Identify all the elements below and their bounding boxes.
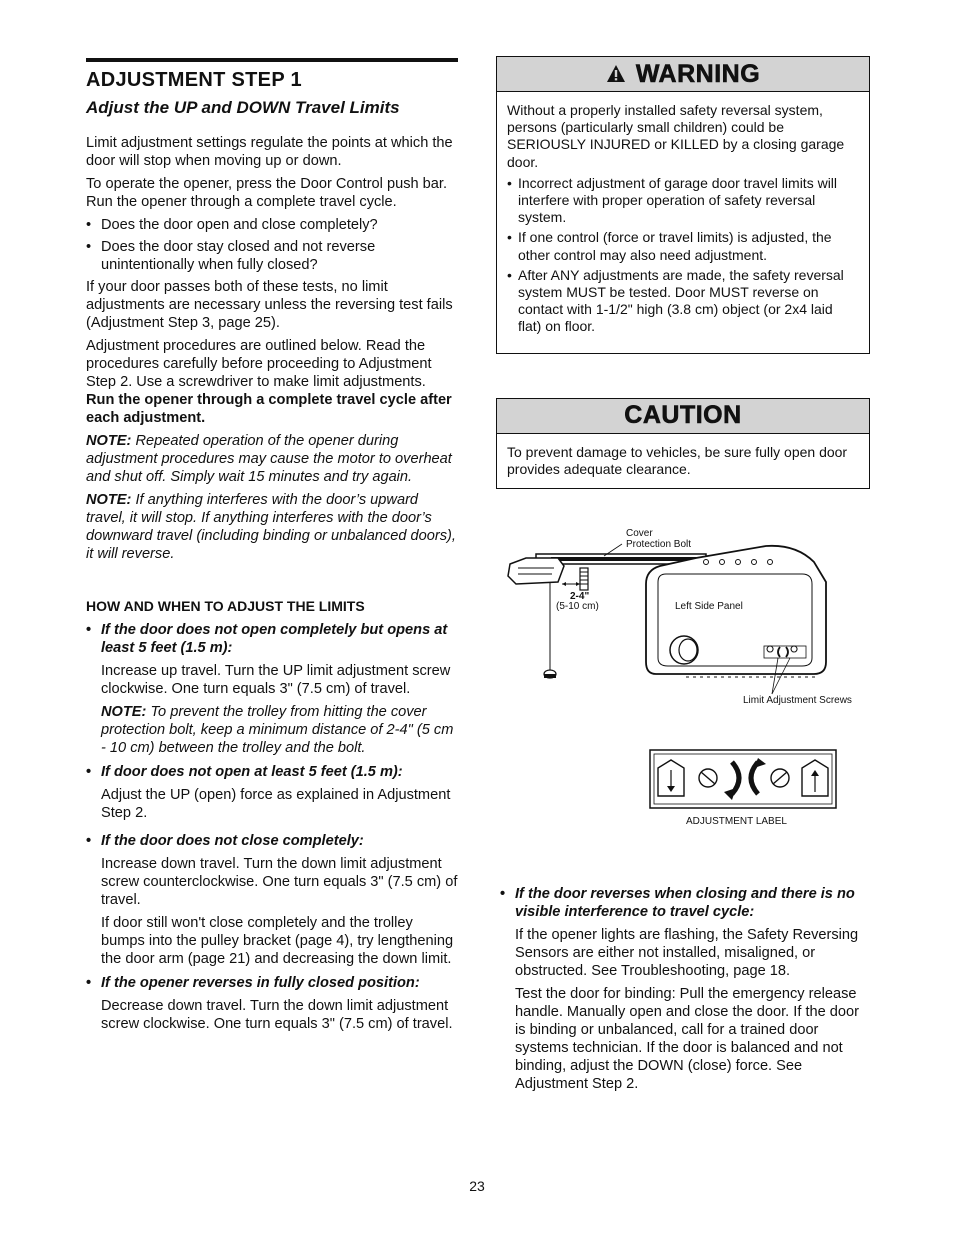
intro-paragraph-2: To operate the opener, press the Door Control push bar. Run the opener through a complete travel cycle. bbox=[86, 176, 448, 210]
case-3-text-1: Increase down travel. Turn the down limit adjustment screw counterclockwise. One turn equals 3" (7.5 cm) of travel. bbox=[101, 856, 458, 908]
left-column bbox=[86, 58, 458, 1033]
case-3-heading: • If the door does not close completely: bbox=[86, 832, 458, 850]
intro-paragraph-1: Limit adjustment settings regulate the points at which the door will stop when moving up or down. bbox=[86, 135, 453, 169]
paragraph-3: If your door passes both of these tests, no limit adjustments are necessary unless the reversing test fails (Adjustment Step 3, page 25). bbox=[86, 279, 453, 331]
case-5-text-1: If the opener lights are flashing, the Safety Reversing Sensors are either not installed, misaligned, or obstructed. See Troubleshooting, page 18. bbox=[515, 927, 859, 979]
note-2: NOTE: If anything interferes with the door’s upward travel, it will stop. If anything interferes with the door’s downward travel (including binding or unbalanced doors), it will reverse. bbox=[86, 492, 456, 562]
opener-diagram bbox=[496, 522, 870, 832]
label-adjustment: ADJUSTMENT LABEL bbox=[686, 816, 787, 827]
warning-triangle-icon bbox=[606, 64, 626, 84]
label-protection-bolt: Protection Bolt bbox=[626, 539, 692, 550]
warning-intro: Without a properly installed safety reversal system, persons (particularly small children) could be SERIOUSLY INJURED or KILLED by a closing garage door. bbox=[507, 102, 845, 170]
warning-bullets bbox=[507, 175, 859, 336]
case-5-text-2: Test the door for binding: Pull the emergency release handle. Manually open and close the door. If the door is binding or unbalanced, call for a trained door systems technician. If the door is balanced and not binding, adjust the DOWN (close) force. See Adjustment Step 2. bbox=[515, 986, 860, 1092]
case-2-heading: • If door does not open at least 5 feet (1.5 m): bbox=[86, 763, 458, 781]
warning-box bbox=[496, 56, 870, 354]
caution-body bbox=[497, 434, 869, 488]
caution-title: CAUTION bbox=[624, 401, 742, 430]
label-limit-screws: Limit Adjustment Screws bbox=[743, 695, 852, 706]
howto-heading: HOW AND WHEN TO ADJUST THE LIMITS bbox=[86, 598, 365, 614]
warning-header bbox=[497, 57, 869, 92]
label-cover: Cover bbox=[626, 528, 653, 539]
case-2-text: Adjust the UP (open) force as explained in Adjustment Step 2. bbox=[101, 787, 451, 821]
caution-text: To prevent damage to vehicles, be sure fully open door provides adequate clearance. bbox=[507, 443, 848, 477]
subheading: Adjust the UP and DOWN Travel Limits bbox=[86, 98, 400, 117]
warning-body bbox=[497, 92, 869, 353]
case-4-text: Decrease down travel. Turn the down limit adjustment screw clockwise. One turn equals 3" (7.5 cm) of travel. bbox=[101, 998, 453, 1032]
list-item: • Does the door stay closed and not reverse unintentionally when fully closed? bbox=[86, 238, 458, 274]
label-left-side-panel: Left Side Panel bbox=[675, 601, 743, 612]
caution-header bbox=[497, 399, 869, 434]
paragraph-4: Adjustment procedures are outlined below. Read the procedures carefully before proceeding to Adjustment Step 2. Use a screwdriver to make limit adjustments. Run the opener through a complete travel cycle after each adjustment. bbox=[86, 338, 452, 426]
page-number: 23 bbox=[469, 1178, 485, 1194]
case-1-note: NOTE: To prevent the trolley from hitting the cover protection bolt, keep a minimum distance of 2-4" (5 cm - 10 cm) between the trolley and the bolt. bbox=[101, 704, 454, 756]
top-rule bbox=[86, 58, 458, 62]
case-1-heading: • If the door does not open completely but opens at least 5 feet (1.5 m): bbox=[86, 621, 458, 657]
note-1: NOTE: Repeated operation of the opener during adjustment procedures may cause the motor to overheat and shut off. Simply wait 15 minutes and try again. bbox=[86, 433, 452, 485]
case-5-heading: • If the door reverses when closing and there is no visible interference to travel cycle: bbox=[500, 885, 870, 921]
case-4-heading: • If the opener reverses in fully closed position: bbox=[86, 974, 458, 992]
opener-illustration bbox=[496, 522, 870, 832]
label-distance-cm: (5-10 cm) bbox=[556, 601, 599, 612]
caution-box bbox=[496, 398, 870, 489]
warning-title: WARNING bbox=[635, 59, 761, 88]
test-bullets bbox=[86, 216, 458, 274]
case-3-text-2: If door still won't close completely and the trolley bumps into the pulley bracket (page 4), try lengthening the door arm (page 21) and decreasing the down limit. bbox=[101, 915, 454, 967]
right-column bbox=[496, 56, 870, 489]
list-item: • After ANY adjustments are made, the safety reversal system MUST be tested. Door MUST reverse on contact with 1-1/2" high (3.8 cm) object (or 2x4 laid flat) on floor. bbox=[507, 267, 859, 336]
label-distance: 2-4" bbox=[570, 591, 590, 602]
page-title: ADJUSTMENT STEP 1 bbox=[86, 69, 302, 91]
case-1-text: Increase up travel. Turn the UP limit adjustment screw clockwise. One turn equals 3" (7.5 cm) of travel. bbox=[101, 663, 451, 697]
list-item: • Does the door open and close completely? bbox=[86, 216, 458, 234]
right-column-text bbox=[500, 879, 870, 1093]
list-item: • Incorrect adjustment of garage door travel limits will interfere with proper operation of safety reversal system. bbox=[507, 175, 859, 227]
list-item: • If one control (force or travel limits) is adjusted, the other control may also need adjustment. bbox=[507, 229, 859, 263]
